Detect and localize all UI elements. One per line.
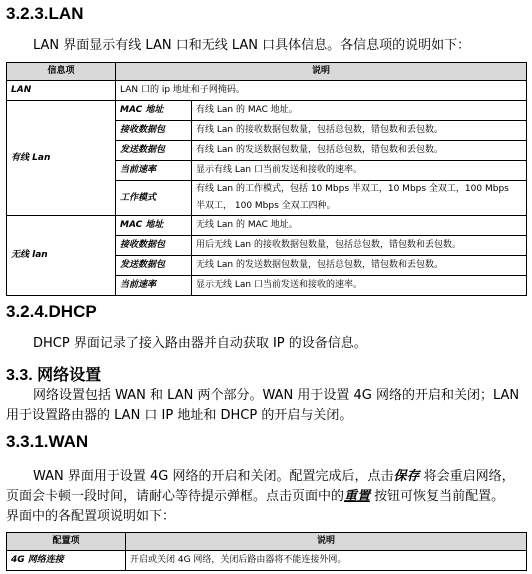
network-text-line1: 网络设置包括 WAN 和 LAN 两个部分。WAN 用于设置 4G 网络的开启和关闭；LAN	[33, 388, 520, 403]
row-desc: 开启或关闭 4G 网络，关闭后路由器将不能连接外网。	[126, 551, 527, 571]
table-header-row	[7, 63, 527, 81]
row-desc	[192, 181, 527, 216]
lan-info-table	[6, 62, 527, 296]
row-label-4g: 4G 网络连接	[7, 551, 126, 571]
sub-label: 当前速率	[116, 161, 192, 181]
section-heading-network: 3.3. 网络设置	[6, 367, 102, 384]
wan-text-line2	[6, 487, 504, 507]
reset-keyword: 重置	[344, 489, 371, 504]
wan-text-line3: 界面中的各配置项说明如下：	[6, 509, 176, 524]
wan-text-line2-b: 按钮可恢复当前配置。	[370, 489, 505, 504]
table-row	[7, 101, 527, 121]
table-header-config: 配置项	[7, 533, 126, 551]
table-row	[7, 216, 527, 236]
save-keyword: 保存	[393, 469, 420, 484]
row-desc: 无线 Lan 的 MAC 地址。	[192, 216, 527, 236]
row-desc: LAN 口的 ip 地址和子网掩码。	[116, 81, 527, 101]
wan-text-line2-a: 页面会卡顿一段时间，请耐心等待提示弹框。点击页面中的	[6, 489, 345, 504]
row-desc: 有线 Lan 的接收数据包数量，包括总包数，错包数和丢包数。	[192, 121, 527, 141]
wan-text-line1-b: 将会重启网络，	[419, 469, 515, 484]
table-header-desc: 说明	[116, 63, 527, 81]
wan-text-line1	[33, 467, 515, 487]
group-label-wireless: 无线 lan	[7, 216, 116, 296]
table-row	[7, 551, 527, 571]
row-desc: 显示无线 Lan 口当前发送和接收的速率。	[192, 276, 527, 296]
network-text-line2: 用于设置路由器的 LAN 口 IP 地址和 DHCP 的开启与关闭。	[6, 408, 353, 423]
row-desc: 显示有线 Lan 口当前发送和接收的速率。	[192, 161, 527, 181]
row-label-lan: LAN	[7, 81, 116, 101]
row-desc-line2: 半双工， 100 Mbps 全双工四种。	[196, 201, 336, 211]
sub-label: 接收数据包	[116, 121, 192, 141]
wan-config-table	[6, 532, 527, 571]
table-header-row	[7, 533, 527, 551]
row-desc: 有线 Lan 的发送数据包数量，包括总包数，错包数和丢包数。	[192, 141, 527, 161]
row-desc: 用后无线 Lan 的接收数据包数量，包括总包数，错包数和丢包数。	[192, 236, 527, 256]
sub-label: MAC 地址	[116, 216, 192, 236]
wan-text-line1-a: WAN 界面用于设置 4G 网络的开启和关闭。配置完成后，点击	[33, 469, 394, 484]
table-header-item: 信息项	[7, 63, 116, 81]
lan-intro-text: LAN 界面显示有线 LAN 口和无线 LAN 口具体信息。各信息项的说明如下：	[33, 38, 471, 53]
section-heading-lan: 3.2.3.LAN	[6, 4, 84, 23]
sub-label: 接收数据包	[116, 236, 192, 256]
section-heading-dhcp: 3.2.4.DHCP	[6, 302, 97, 321]
row-desc-line1: 有线 Lan 的工作模式，包括 10 Mbps 半双工，10 Mbps 全双工，100 Mbps	[196, 184, 509, 194]
table-header-desc: 说明	[126, 533, 527, 551]
sub-label: 发送数据包	[116, 256, 192, 276]
group-label-wired: 有线 Lan	[7, 101, 116, 216]
sub-label: MAC 地址	[116, 101, 192, 121]
sub-label: 发送数据包	[116, 141, 192, 161]
row-desc: 无线 Lan 的发送数据包数量，包括总包数，错包数和丢包数。	[192, 256, 527, 276]
sub-label: 当前速率	[116, 276, 192, 296]
section-heading-wan: 3.3.1.WAN	[6, 432, 89, 451]
dhcp-text: DHCP 界面记录了接入路由器并自动获取 IP 的设备信息。	[33, 336, 367, 351]
sub-label: 工作模式	[116, 181, 192, 216]
table-row	[7, 81, 527, 101]
row-desc: 有线 Lan 的 MAC 地址。	[192, 101, 527, 121]
